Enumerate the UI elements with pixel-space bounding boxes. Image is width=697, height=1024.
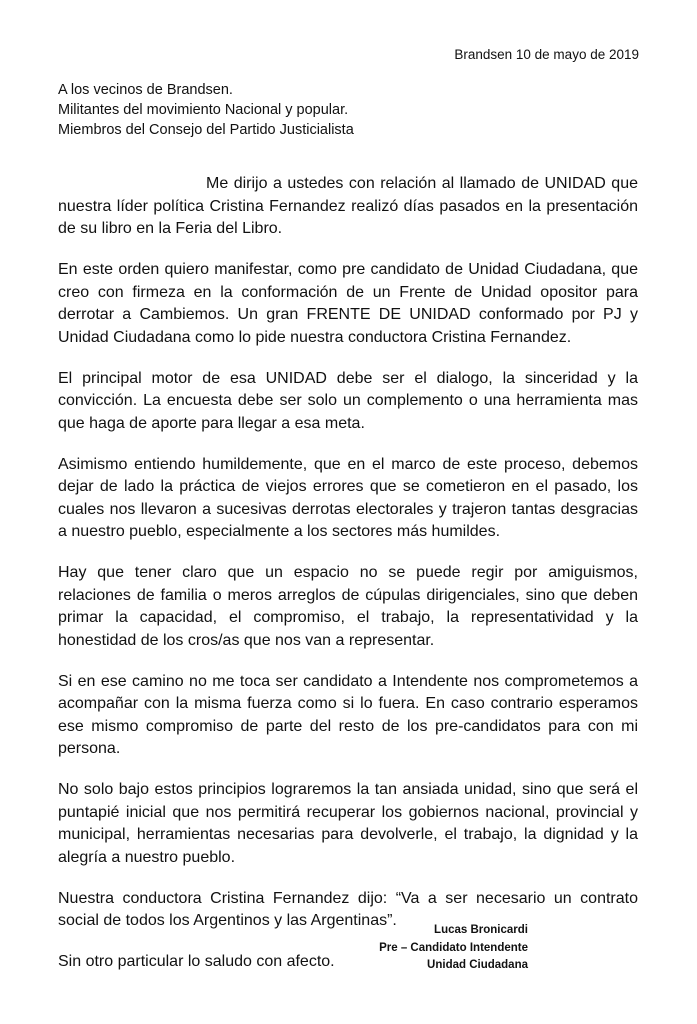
body-paragraph: Nuestra conductora Cristina Fernandez dijo: “Va a ser necesario un contrato social de todos los Argentinos y las Argentinas”. (58, 889, 638, 929)
body-paragraph: Asimismo entiendo humildemente, que en el marco de este proceso, debemos dejar de lado la práctica de viejos errores que se cometieron en el pasado, los cuales nos llevaron a sucesivas derrotas electorales y trajeron tantas desgracias a nuestro pueblo, especialmente a los sectores más humildes. (58, 455, 638, 540)
body-paragraph: En este orden quiero manifestar, como pre candidato de Unidad Ciudadana, que creo con firmeza en la conformación de un Frente de Unidad opositor para derrotar a Cambiemos. Un gran FRENTE DE UNIDAD conformado por PJ y Unidad Ciudadana como lo pide nuestra conductora Cristina Fernandez. (58, 261, 638, 346)
addressee-line: A los vecinos de Brandsen. (58, 82, 233, 98)
letter-date: Brandsen 10 de mayo de 2019 (454, 47, 639, 62)
signature-block (368, 922, 528, 975)
addressee-line: Militantes del movimiento Nacional y popular. (58, 102, 349, 118)
body-paragraph: Me dirijo a ustedes con relación al llamado de UNIDAD que nuestra líder política Cristina Fernandez realizó días pasados en la presentación de su libro en la Feria del Libro. (58, 175, 638, 237)
body-paragraph: Hay que tener claro que un espacio no se puede regir por amiguismos, relaciones de familia o meros arreglos de cúpulas dirigenciales, sino que deben primar la capacidad, el compromiso, el trabajo, la representatividad y la honestidad de los cros/as que nos van a representar. (58, 564, 638, 649)
signer-role: Pre – Candidato Intendente (379, 941, 528, 954)
body-paragraph: Si en ese camino no me toca ser candidato a Intendente nos comprometemos a acompañar con la misma fuerza como si lo fuera. En caso contrario esperamos ese mismo compromiso de parte del resto de los pre-candidatos para con mi persona. (58, 672, 638, 757)
letter-body (58, 173, 638, 992)
signer-name: Lucas Bronicardi (434, 924, 528, 936)
addressee-block (58, 80, 354, 140)
addressee-line: Miembros del Consejo del Partido Justicialista (58, 122, 354, 138)
body-paragraph: No solo bajo estos principios lograremos la tan ansiada unidad, sino que será el puntapié inicial que nos permitirá recuperar los gobiernos nacional, provincial y municipal, herramientas necesarias para devolverle, el trabajo, la dignidad y la alegría a nuestro pueblo. (58, 781, 638, 866)
closing-line: Sin otro particular lo saludo con afecto. (58, 953, 335, 970)
signer-party: Unidad Ciudadana (427, 959, 528, 971)
body-paragraph: El principal motor de esa UNIDAD debe ser el dialogo, la sinceridad y la convicción. La encuesta debe ser solo un complemento o una herramienta mas que haga de aporte para llegar a esa meta. (58, 369, 638, 432)
